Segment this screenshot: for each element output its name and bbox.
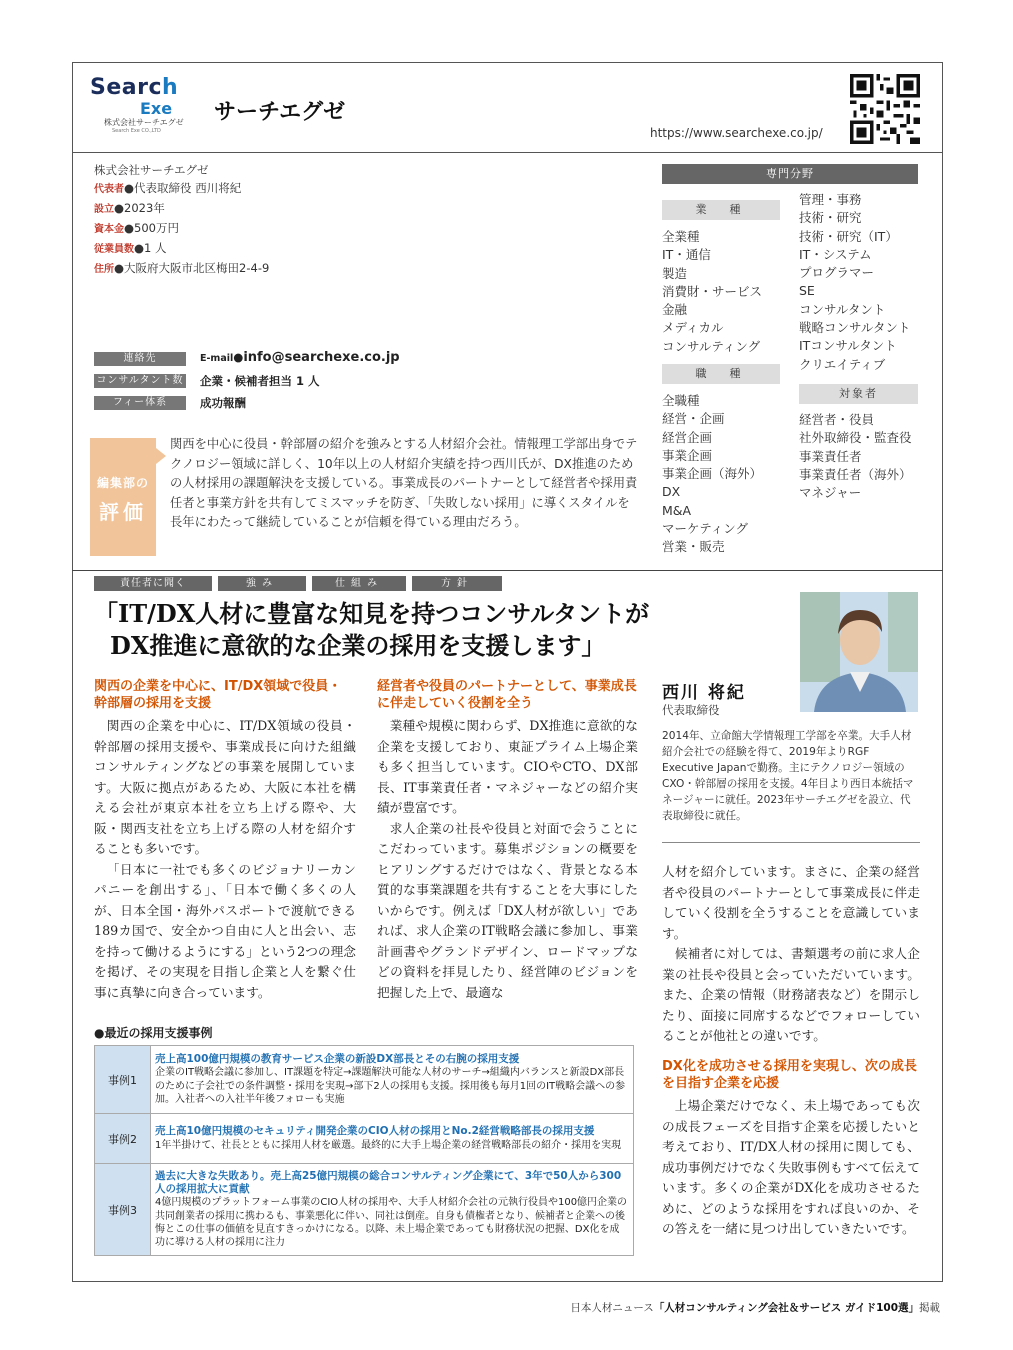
- case-content: [151, 1046, 634, 1114]
- footer-pre: 日本人材ニュース: [570, 1302, 654, 1314]
- job-item: 事業企画: [662, 447, 713, 463]
- case-label: 事例2: [95, 1114, 151, 1164]
- col2-body: [377, 716, 638, 1003]
- employees-row: 従業員数●1 人: [94, 241, 167, 255]
- footer-credit: [500, 1300, 940, 1315]
- target-item: 経営者・役員: [799, 412, 875, 427]
- fee-tab: フィー体系: [94, 396, 186, 410]
- evaluation-label-big: 評価: [99, 500, 147, 524]
- company-profile: [94, 161, 394, 279]
- case-label: 事例1: [95, 1046, 151, 1114]
- email-row: E-mail●info@searchexe.co.jp: [200, 350, 400, 365]
- job-item: 経営企画: [662, 429, 713, 445]
- footer-post: 掲載: [919, 1302, 940, 1314]
- logo-h-text: h: [162, 75, 179, 100]
- case-heading: 売上高100億円規模の教育サービス企業の新設DX部長とその右腕の採用支援: [155, 1053, 520, 1066]
- col1-paragraph-1: 関西の企業を中心に、IT/DX領域の役員・幹部層の採用支援や、事業成長に向けた組織コンサルティングなどの事業を展開しています。大阪に拠点があるため、大阪に本社を構える会社が東京本社を立ち上げる際や、大阪・関西支社を立ち上げる際の人材を紹介することも多いです。: [94, 718, 356, 856]
- job-item: 営業・販売: [662, 539, 725, 555]
- case-row: [95, 1114, 634, 1164]
- right-column-divider: [662, 842, 920, 843]
- company-name: 株式会社サーチエグゼ: [94, 163, 209, 177]
- evaluation-label-small: 編集部の: [96, 476, 149, 490]
- job-item: 管理・事務: [799, 192, 862, 207]
- job-item: 経営・企画: [662, 411, 725, 427]
- email-label: E-mail: [200, 353, 234, 364]
- col1-paragraph-2: 「日本に一社でも多くのビジョナリーカンパニーを創出する」、「日本で働く多くの人が、日本全国・海外パスポートで渡航できる189カ国で、安全かつ自由に人と出会い、志を持って働けるようにする」という2つの理念を掲げ、その実現を目指し企業と人を繋ぐ仕事に真摯に向き合っています。: [94, 861, 356, 1000]
- header-divider: [72, 152, 943, 153]
- industry-item: コンサルティング: [662, 338, 761, 354]
- col3-body-bottom: [662, 1096, 920, 1240]
- interview-divider: [72, 570, 943, 571]
- job-item: クリエイティブ: [799, 356, 886, 372]
- founded-value: 2023年: [124, 201, 165, 215]
- job-list-right: [799, 191, 924, 374]
- employees-value: 1 人: [144, 241, 167, 255]
- col2-paragraph-2: 求人企業の社長や役員と対面で会うことにこだわっています。募集ポジションの概要をヒアリングするだけではなく、背景となる本質的な事業課題を共有することを大事にしたいからです。例えば「DX人材が欲しい」であれば、求人企業のIT戦略会議に参加し、事業計画書やグランドデザイン、ロードマップなどの資料を拝見したり、経営陣のビジョンを把握した上で、最適な: [377, 820, 638, 1000]
- founded-label: 設立: [94, 204, 114, 215]
- industry-item: メディカル: [662, 320, 724, 336]
- rep-value: 代表取締役 西川将紀: [134, 181, 242, 195]
- headline-line-2: DX推進に意欲的な企業の採用を支援します」: [110, 631, 606, 660]
- industry-subhead: 業 種: [662, 200, 780, 220]
- target-list: [799, 411, 924, 502]
- col3-heading: DX化を成功させる採用を実現し、次の成長を目指す企業を応援: [662, 1059, 917, 1091]
- job-item: 全職種: [662, 393, 700, 408]
- tab-policy: 方針: [412, 576, 502, 591]
- evaluation-text: 関西を中心に役員・幹部層の紹介を強みとする人材紹介会社。情報理工学部出身でテクノロジー領域に詳しく、10年以上の人材紹介実績を持つ西川氏が、DX推進のための人材採用の課題解決を支援している。事業成長のパートナーとして経営者や採用責任者と事業方針を共有してミスマッチを防ぎ、「失敗しない採用」に導くスタイルを長年にわたって継続していることが信頼を得ている理由だろう。: [170, 437, 638, 529]
- col2-paragraph-1: 業種や規模に関わらず、DX推進に意欲的な企業を支援しており、東証プライム上場企業も多く担当しています。CIOやCTO、DX部長、IT事業責任者・マネジャーなどの紹介実績が豊富です。: [377, 718, 638, 815]
- logo-corp-en-text: Search Exe CO.,LTD: [112, 128, 161, 134]
- industry-item: 全業種: [662, 229, 700, 244]
- person-title: 代表取締役: [662, 703, 720, 717]
- contact-tab: 連絡先: [94, 352, 186, 366]
- job-subhead: 職 種: [662, 364, 780, 384]
- tab-mechanism: 仕組み: [312, 576, 406, 591]
- employees-label: 従業員数: [94, 244, 134, 255]
- specialty-header: 専門分野: [662, 164, 918, 184]
- qr-code-icon[interactable]: [850, 74, 920, 144]
- case-content: [151, 1164, 634, 1256]
- case-body: 企業のIT戦略会議に参加し、IT課題を特定→課題解決可能な人材のサーチ→組織内バランスと新設DX部長のために子会社での条件調整・採用を実現→部下2人の採用も支援。採用後も毎月1回のIT戦略会議への参加。入社者への入社半年後フォローも実施: [155, 1067, 626, 1105]
- job-item: ITコンサルタント: [799, 338, 897, 354]
- logo-corp-text: 株式会社サーチエグゼ: [104, 118, 184, 127]
- job-item: 事業企画（海外）: [662, 466, 763, 482]
- target-item: マネジャー: [799, 485, 862, 501]
- address-value: 大阪府大阪市北区梅田2-4-9: [124, 261, 270, 275]
- job-item: DX: [662, 484, 681, 500]
- job-item: コンサルタント: [799, 301, 886, 317]
- company-logo: [90, 76, 200, 138]
- founded-row: 設立●2023年: [94, 201, 165, 215]
- fee-value: 成功報酬: [200, 396, 246, 410]
- representative-photo: [800, 592, 918, 712]
- tab-interview: 責任者に聞く: [94, 576, 212, 591]
- col2-heading: 経営者や役員のパートナーとして、事業成長に伴走していく役割を全う: [377, 679, 637, 711]
- col1-heading: 関西の企業を中心に、IT/DX領域で役員・幹部層の採用を支援: [94, 679, 342, 711]
- job-item: マーケティング: [662, 521, 749, 537]
- tab-strength: 強み: [218, 576, 306, 591]
- consultants-value: 企業・候補者担当 1 人: [200, 374, 320, 388]
- address-label: 住所: [94, 264, 114, 275]
- company-url[interactable]: https://www.searchexe.co.jp/: [650, 126, 823, 140]
- case-label: 事例3: [95, 1164, 151, 1256]
- col3-paragraph-3: 上場企業だけでなく、未上場であっても次の成長フェーズを目指す企業を応援したいと考えており、IT/DX人材の採用に関しても、成功事例だけでなく失敗事例もすべて伝えています。多くの企業がDX化を成功させるために、どのような採用をすれば良いのか、その答えを一緒に見つけ出していきたいです。: [662, 1098, 920, 1236]
- col1-body: [94, 716, 356, 1003]
- job-item: プログラマー: [799, 265, 875, 281]
- logo-main-text: Searc: [90, 75, 163, 100]
- case-body: 4億円規模のプラットフォーム事業のCIO人材の採用や、大手人材紹介会社の元執行役員や100億円企業の共同創業者の採用に携わるも、事業悪化に伴い、同社は倒産。自身も債権者となり、候補者と企業への後悔とこの仕事の価値を見直すきっかけになる。以降、未上場企業であっても財務状況の把握、DX化を成功に導ける人材の採用に注力: [155, 1197, 628, 1248]
- person-name: 西川 将紀: [662, 683, 746, 703]
- rep-row: 代表者●代表取締役 西川将紀: [94, 181, 242, 195]
- case-body: 1年半掛けて、社長とともに採用人材を厳選。最終的に大手上場企業の経営戦略部長の紹介・採用を実現: [155, 1139, 622, 1151]
- rep-label: 代表者: [94, 184, 124, 195]
- industry-item: 製造: [662, 265, 688, 281]
- headline-line-1: 「IT/DX人材に豊富な知見を持つコンサルタントが: [94, 599, 650, 628]
- cases-title: ●最近の採用支援事例: [94, 1026, 213, 1040]
- consultants-tab: コンサルタント数: [94, 374, 186, 388]
- logo-sub-text: Exe: [139, 99, 173, 118]
- email-value[interactable]: info@searchexe.co.jp: [243, 350, 400, 365]
- case-heading: 売上高10億円規模のセキュリティ開発企業のCIO人材の採用とNo.2経営戦略部長の採用支援: [155, 1125, 595, 1138]
- capital-row: 資本金●500万円: [94, 221, 179, 235]
- target-item: 事業責任者: [799, 448, 862, 464]
- footer-title: 「人材コンサルティング会社＆サービス ガイド100選」: [653, 1302, 919, 1314]
- col3-body-top: [662, 862, 920, 1047]
- col3-paragraph-2: 候補者に対しては、書類選考の前に求人企業の社長や役員と会っていただいています。また、企業の情報（財務諸表など）を開示したり、面接に同席するなどでフォローしていることが他社との違いです。: [662, 946, 920, 1043]
- industry-item: IT・通信: [662, 247, 711, 263]
- target-item: 事業責任者（海外）: [799, 466, 912, 482]
- evaluation-badge: [90, 438, 156, 556]
- interview-headline: [94, 598, 654, 662]
- job-item: 技術・研究: [799, 210, 862, 226]
- job-list-left: [662, 392, 792, 557]
- job-item: 戦略コンサルタント: [799, 320, 911, 336]
- person-bio: 2014年、立命館大学情報理工学部を卒業。大手人材紹介会社での経験を得て、2019年よりRGF Executive Japanで勤務。主にテクノロジー領域のCXO・幹部層の採用を支援。4年目より西日本統括マネージャーに就任。2023年サーチエグゼを設立、代表取締役に就任。: [662, 730, 914, 822]
- job-item: 技術・研究（IT）: [799, 228, 898, 244]
- case-row: [95, 1046, 634, 1114]
- case-heading: 過去に大きな失敗あり。売上高25億円規模の総合コンサルティング企業にて、3年で50人から300人の採用拡大に貢献: [155, 1169, 622, 1196]
- evaluation-pointer: [156, 448, 166, 464]
- col3-paragraph-1: 人材を紹介しています。まさに、企業の経営者や役員のパートナーとして事業成長に伴走していく役割を全うすることを意識しています。: [662, 864, 920, 941]
- company-title: サーチエグゼ: [214, 100, 346, 125]
- cases-table: [94, 1045, 634, 1256]
- case-row: [95, 1164, 634, 1256]
- job-item: M&A: [662, 502, 692, 518]
- capital-label: 資本金: [94, 224, 124, 235]
- capital-value: 500万円: [134, 221, 179, 235]
- case-content: [151, 1114, 634, 1164]
- target-subhead: 対象者: [799, 384, 918, 404]
- address-row: 住所●大阪府大阪市北区梅田2-4-9: [94, 261, 270, 275]
- industry-item: 金融: [662, 302, 688, 318]
- job-item: IT・システム: [799, 246, 872, 262]
- target-item: 社外取締役・監査役: [799, 430, 912, 446]
- industry-item: 消費財・サービス: [662, 283, 763, 299]
- industry-list: [662, 228, 792, 356]
- job-item: SE: [799, 283, 815, 299]
